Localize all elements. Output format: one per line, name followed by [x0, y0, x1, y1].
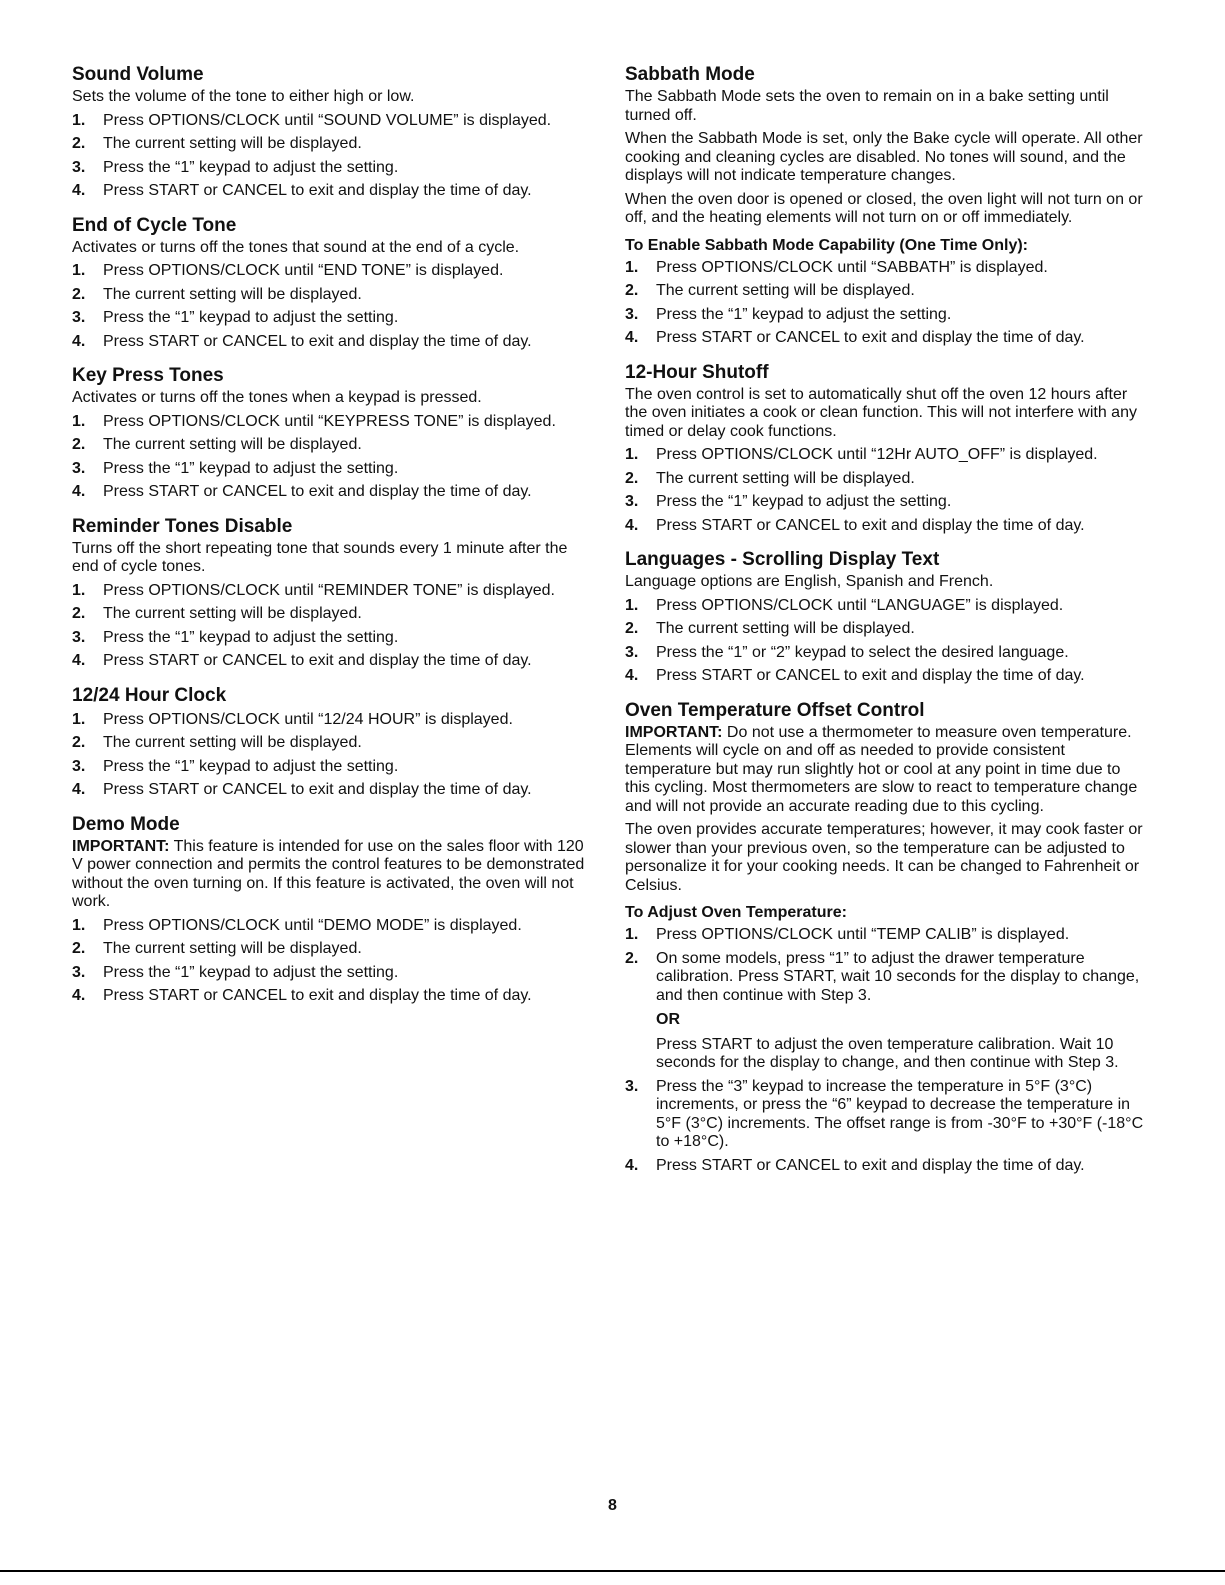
- step-number: 4.: [72, 182, 86, 199]
- step-text: Press OPTIONS/CLOCK until “END TONE” is displayed.: [103, 262, 504, 279]
- step-item: [72, 159, 592, 178]
- step-text: The current setting will be displayed.: [656, 469, 915, 487]
- step-text: Press the “1” keypad to adjust the setting.: [103, 628, 399, 646]
- step-text: Press START or CANCEL to exit and display the time of day.: [103, 652, 532, 669]
- steps-list: [625, 597, 1145, 686]
- section-heading: Demo Mode: [72, 813, 180, 835]
- step-number: 4.: [72, 987, 86, 1004]
- step-number: 3.: [625, 305, 639, 323]
- section-sabbath-mode: [625, 64, 1145, 348]
- steps-list: [625, 926, 1145, 1175]
- subheading: To Adjust Oven Temperature:: [625, 904, 847, 921]
- step-text: The current setting will be displayed.: [103, 285, 362, 303]
- step-number: 4.: [625, 516, 639, 534]
- step-text: Press START or CANCEL to exit and display the time of day.: [656, 516, 1085, 534]
- steps-list: [72, 413, 592, 502]
- step-number: 1.: [72, 916, 86, 934]
- step-number: 2.: [72, 734, 86, 751]
- step-item: [72, 734, 592, 753]
- step-number: 4.: [72, 332, 86, 350]
- step-text: Press START or CANCEL to exit and display the time of day.: [103, 987, 532, 1004]
- right-column: [625, 64, 1145, 1189]
- step-text: Press the “3” keypad to increase the temperature in 5°F (3°C) increments, or press the “6” keypad to decrease the temperature in 5°F (3°C) increments. The offset range is from -30°F to +30°F (-18°C to +18°C).: [656, 1077, 1144, 1150]
- step-text: Press OPTIONS/CLOCK until “KEYPRESS TONE” is displayed.: [103, 412, 556, 430]
- section-heading: Sound Volume: [72, 64, 204, 85]
- step-item: [625, 282, 1145, 301]
- step-item: [625, 1078, 1145, 1152]
- step-number: 3.: [72, 309, 86, 326]
- step-item: [72, 917, 592, 936]
- step-item: [72, 652, 592, 671]
- step-number: 1.: [72, 262, 86, 279]
- paragraph: When the oven door is opened or closed, the oven light will not turn on or off, and the heating elements will not turn on or off immediately.: [625, 190, 1143, 226]
- important-text: This feature is intended for use on the sales floor with 120 V power connection and permits the control features to be demonstrated without the oven turning on. If this feature is activated, the oven will not work.: [72, 837, 585, 910]
- step-item: [72, 135, 592, 154]
- steps-list: [72, 711, 592, 800]
- step-item: [72, 333, 592, 352]
- step-item: [72, 483, 592, 502]
- step-text: Press OPTIONS/CLOCK until “12/24 HOUR” is displayed.: [103, 710, 513, 728]
- step-number: 1.: [625, 926, 639, 943]
- steps-list: [625, 259, 1145, 348]
- section-intro: Activates or turns off the tones that sound at the end of a cycle.: [72, 238, 520, 256]
- paragraph: When the Sabbath Mode is set, only the Bake cycle will operate. All other cooking and cleaning cycles are disabled. No tones will sound, and the displays will not indicate temperature changes.: [625, 130, 1143, 184]
- section-oven-temperature-offset-control: [625, 700, 1145, 1176]
- step-item: [72, 182, 592, 201]
- step-text: Press OPTIONS/CLOCK until “SABBATH” is displayed.: [656, 258, 1048, 276]
- steps-list: [72, 112, 592, 201]
- step-item: [625, 306, 1145, 325]
- step-item: [72, 987, 592, 1006]
- page-number: 8: [608, 1497, 617, 1514]
- step-text: Press the “1” keypad to adjust the setting.: [103, 158, 399, 176]
- important-label: IMPORTANT:: [625, 723, 723, 741]
- step-number: 2.: [72, 940, 86, 957]
- step-or: OR: [656, 1011, 680, 1028]
- step-text: The current setting will be displayed.: [103, 734, 362, 751]
- paragraph: The oven control is set to automatically shut off the oven 12 hours after the oven initiates a cook or clean function. This will not interfere with any timed or delay cook functions.: [625, 385, 1137, 440]
- step-number: 1.: [72, 710, 86, 728]
- step-text: Press START or CANCEL to exit and display the time of day.: [103, 332, 532, 350]
- step-text: Press START or CANCEL to exit and display the time of day.: [656, 667, 1085, 684]
- step-item: [625, 926, 1145, 945]
- section-end-of-cycle-tone: [72, 215, 592, 352]
- step-item: [625, 493, 1145, 512]
- section-reminder-tones-disable: [72, 516, 592, 671]
- step-text: The current setting will be displayed.: [656, 282, 915, 299]
- step-number: 1.: [625, 258, 639, 276]
- step-item: [625, 644, 1145, 663]
- step-number: 1.: [72, 412, 86, 430]
- step-item: [625, 620, 1145, 639]
- steps-list: [625, 446, 1145, 535]
- step-text: Press the “1” keypad to adjust the setting.: [103, 963, 399, 981]
- step-text: Press OPTIONS/CLOCK until “TEMP CALIB” is displayed.: [656, 926, 1070, 943]
- section-heading: 12-Hour Shutoff: [625, 361, 769, 383]
- step-number: 2.: [625, 469, 639, 487]
- step-number: 4.: [625, 1156, 639, 1174]
- step-item: [625, 470, 1145, 489]
- step-item: [72, 758, 592, 777]
- step-number: 4.: [625, 329, 639, 346]
- steps-list: [72, 582, 592, 671]
- section-intro: Sets the volume of the tone to either high or low.: [72, 88, 415, 105]
- important-label: IMPORTANT:: [72, 837, 170, 855]
- paragraph: Language options are English, Spanish and French.: [625, 573, 994, 590]
- step-item: [72, 629, 592, 648]
- step-text: Press START or CANCEL to exit and display the time of day.: [103, 483, 532, 500]
- steps-list: [72, 917, 592, 1006]
- step-text: Press OPTIONS/CLOCK until “12Hr AUTO_OFF” is displayed.: [656, 446, 1098, 463]
- step-text: The current setting will be displayed.: [103, 135, 362, 152]
- step-item: [72, 413, 592, 432]
- section-intro: Turns off the short repeating tone that sounds every 1 minute after the end of cycle tones.: [72, 539, 568, 575]
- left-column: [72, 64, 592, 1020]
- step-number: 3.: [625, 493, 639, 510]
- step-number: 4.: [72, 781, 86, 798]
- step-text: Press OPTIONS/CLOCK until “REMINDER TONE” is displayed.: [103, 581, 555, 599]
- step-text: Press START or CANCEL to exit and display the time of day.: [656, 1156, 1085, 1174]
- step-item: [72, 605, 592, 624]
- step-number: 2.: [625, 282, 639, 299]
- step-text: Press the “1” keypad to adjust the setting.: [656, 493, 952, 510]
- section-heading: Oven Temperature Offset Control: [625, 699, 925, 721]
- step-item: [72, 436, 592, 455]
- step-item: [625, 517, 1145, 536]
- step-item: [72, 964, 592, 983]
- section-12-hour-shutoff: [625, 362, 1145, 536]
- step-text: Press OPTIONS/CLOCK until “DEMO MODE” is displayed.: [103, 916, 522, 934]
- step-text: Press the “1” or “2” keypad to select the desired language.: [656, 643, 1069, 661]
- step-number: 1.: [625, 596, 639, 614]
- step-number: 2.: [72, 436, 86, 453]
- step-number: 3.: [72, 628, 86, 646]
- step-text: Press START or CANCEL to exit and display the time of day.: [656, 329, 1085, 346]
- step-text: The current setting will be displayed.: [656, 620, 915, 637]
- step-item: [72, 711, 592, 730]
- step-number: 3.: [72, 757, 86, 775]
- subheading: To Enable Sabbath Mode Capability (One Time Only):: [625, 236, 1029, 254]
- step-number: 4.: [72, 652, 86, 669]
- step-text: Press the “1” keypad to adjust the setting.: [103, 459, 399, 477]
- step-item: [625, 667, 1145, 686]
- step-number: 3.: [72, 963, 86, 981]
- section-12-24-hour-clock: [72, 685, 592, 800]
- section-languages-scrolling-display-text: [625, 549, 1145, 686]
- step-text: Press OPTIONS/CLOCK until “SOUND VOLUME” is displayed.: [103, 111, 552, 129]
- step-item: [625, 446, 1145, 465]
- step-number: 2.: [625, 620, 639, 637]
- step-text: Press START or CANCEL to exit and display the time of day.: [103, 781, 532, 798]
- step-number: 1.: [72, 581, 86, 599]
- step-text: Press the “1” keypad to adjust the setting.: [103, 757, 399, 775]
- paragraph: The oven provides accurate temperatures; however, it may cook faster or slower than your previous oven, so the temperature can be adjusted to personalize it for your cooking needs. It can be changed to Fahrenheit or Celsius.: [625, 821, 1143, 894]
- step-extra: Press START to adjust the oven temperature calibration. Wait 10 seconds for the display to change, and then continue with Step 3.: [656, 1035, 1119, 1071]
- step-number: 3.: [625, 643, 639, 661]
- step-text: The current setting will be displayed.: [103, 605, 362, 622]
- step-text: Press the “1” keypad to adjust the setting.: [103, 309, 399, 326]
- step-number: 1.: [72, 111, 86, 129]
- step-item: [625, 597, 1145, 616]
- section-heading: 12/24 Hour Clock: [72, 684, 227, 706]
- step-item: [72, 112, 592, 131]
- step-number: 4.: [625, 667, 639, 684]
- step-item: [72, 940, 592, 959]
- step-number: 2.: [72, 135, 86, 152]
- section-sound-volume: [72, 64, 592, 201]
- section-demo-mode: [72, 814, 592, 1006]
- step-text: The current setting will be displayed.: [103, 436, 362, 453]
- bottom-rule: [0, 1570, 1225, 1572]
- important-text: Do not use a thermometer to measure oven temperature. Elements will cycle on and off as needed to provide consistent temperature but may run slightly hot or cool at any point in time due to this cycling. Most thermometers are slow to react to temperature change and will not provide an accurate reading due to this cycling.: [625, 723, 1138, 815]
- step-item: [72, 309, 592, 328]
- section-heading: Key Press Tones: [72, 365, 224, 386]
- step-item: [625, 1157, 1145, 1176]
- step-number: 3.: [72, 459, 86, 477]
- step-text: Press OPTIONS/CLOCK until “LANGUAGE” is displayed.: [656, 596, 1064, 614]
- step-text: The current setting will be displayed.: [103, 940, 362, 957]
- step-text: Press the “1” keypad to adjust the setting.: [656, 305, 952, 323]
- step-item: [72, 286, 592, 305]
- step-item: [625, 329, 1145, 348]
- section-heading: Reminder Tones Disable: [72, 515, 293, 537]
- paragraph: The Sabbath Mode sets the oven to remain on in a bake setting until turned off.: [625, 88, 1109, 124]
- step-number: 2.: [625, 949, 639, 967]
- step-number: 3.: [625, 1077, 639, 1095]
- step-item: [625, 950, 1145, 1073]
- important-note: [72, 838, 592, 912]
- step-text: Press START or CANCEL to exit and display the time of day.: [103, 182, 532, 199]
- step-item: [625, 259, 1145, 278]
- step-number: 3.: [72, 158, 86, 176]
- section-heading: Languages - Scrolling Display Text: [625, 549, 940, 570]
- step-number: 4.: [72, 483, 86, 500]
- steps-list: [72, 262, 592, 351]
- step-item: [72, 582, 592, 601]
- step-number: 1.: [625, 446, 639, 463]
- section-heading: End of Cycle Tone: [72, 214, 237, 236]
- step-item: [72, 262, 592, 281]
- important-note: [625, 724, 1145, 817]
- step-number: 2.: [72, 285, 86, 303]
- step-number: 2.: [72, 605, 86, 622]
- step-item: [72, 781, 592, 800]
- section-heading: Sabbath Mode: [625, 64, 755, 85]
- section-key-press-tones: [72, 365, 592, 502]
- step-item: [72, 460, 592, 479]
- step-text: On some models, press “1” to adjust the drawer temperature calibration. Press START, wait 10 seconds for the display to change, and then continue with Step 3.: [656, 949, 1140, 1004]
- section-intro: Activates or turns off the tones when a keypad is pressed.: [72, 389, 482, 406]
